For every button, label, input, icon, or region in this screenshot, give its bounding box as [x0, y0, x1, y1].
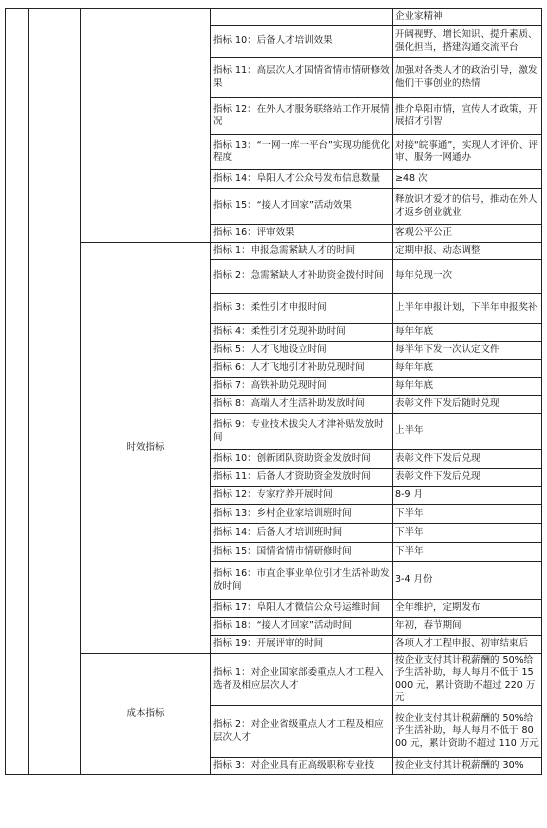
value-cell: 表彰文件下发后兑现 [393, 450, 542, 469]
indicator-cell: 指标 12：在外人才服务联络站工作开展情况 [211, 98, 393, 135]
value-cell: 全年维护，定期发布 [393, 600, 542, 618]
value-cell: 年初，春节期间 [393, 618, 542, 636]
value-cell: 释放识才爱才的信号，推动在外人才返乡创业就业 [393, 189, 542, 225]
indicator-cell: 指标 10：创新团队资助资金发放时间 [211, 450, 393, 469]
indicator-cell: 指标 5：人才飞地设立时间 [211, 342, 393, 360]
value-cell: 每半年下发一次认定文件 [393, 342, 542, 360]
indicator-cell: 指标 8：高端人才生活补助发放时间 [211, 396, 393, 414]
indicator-cell: 指标 10：后备人才培训效果 [211, 26, 393, 58]
indicator-cell: 指标 19：开展评审的时间 [211, 636, 393, 654]
value-cell: 每年年底 [393, 360, 542, 378]
indicator-cell: 指标 14：后备人才培训班时间 [211, 524, 393, 543]
indicator-cell: 指标 13：“一网一库一平台”实现功能优化程度 [211, 135, 393, 170]
value-cell: ≥48 次 [393, 170, 542, 189]
indicator-cell: 指标 16：评审效果 [211, 225, 393, 243]
value-cell: 定期申报、动态调整 [393, 243, 542, 260]
indicator-cell: 指标 1：对企业国家部委重点人才工程入选者及相应层次人才 [211, 654, 393, 706]
value-cell: 推介阜阳市情，宣传人才政策，开展招才引智 [393, 98, 542, 135]
indicator-cell: 指标 4：柔性引才兑现补助时间 [211, 324, 393, 342]
indicator-cell: 指标 12：专家疗养开展时间 [211, 487, 393, 505]
value-cell: 表彰文件下发后随时兑现 [393, 396, 542, 414]
value-cell: 每年年底 [393, 378, 542, 396]
section-label-cost: 成本指标 [81, 654, 211, 775]
value-cell: 按企业支付其计税薪酬的 30% [393, 758, 542, 775]
indicator-cell: 指标 13：乡村企业家培训班时间 [211, 505, 393, 524]
indicator-cell: 指标 3：对企业具有正高级职称专业技 [211, 758, 393, 775]
value-cell: 下半年 [393, 505, 542, 524]
indicator-cell: 指标 2：急需紧缺人才补助资金拨付时间 [211, 260, 393, 294]
indicator-cell: 指标 9：专业技术拔尖人才津补贴发放时间 [211, 414, 393, 450]
value-cell: 3-4 月份 [393, 562, 542, 600]
section-label-time: 时效指标 [81, 243, 211, 654]
value-cell: 上半年 [393, 414, 542, 450]
indicator-cell: 指标 15：国情省情市情研修时间 [211, 543, 393, 562]
value-cell: 上半年申报计划，下半年申报奖补 [393, 294, 542, 324]
value-cell: 每年年底 [393, 324, 542, 342]
value-cell: 客观公平公正 [393, 225, 542, 243]
indicator-cell: 指标 3：柔性引才申报时间 [211, 294, 393, 324]
indicator-cell: 指标 2：对企业省级重点人才工程及相应层次人才 [211, 706, 393, 758]
indicator-cell: 指标 6：人才飞地引才补助兑现时间 [211, 360, 393, 378]
indicator-cell: 指标 15：“接人才回家”活动效果 [211, 189, 393, 225]
table-row [6, 243, 542, 260]
value-cell: 企业家精神 [393, 9, 542, 26]
value-cell: 加强对各类人才的政治引导，激发他们干事创业的热情 [393, 58, 542, 98]
first-column-blank [6, 9, 29, 775]
indicator-cell: 指标 18：“接人才回家”活动时间 [211, 618, 393, 636]
value-cell: 表彰文件下发后兑现 [393, 469, 542, 487]
section-cell-top-blank [81, 9, 211, 243]
indicator-cell: 指标 17：阜阳人才微信公众号运维时间 [211, 600, 393, 618]
value-cell: 每年兑现一次 [393, 260, 542, 294]
table-row [6, 654, 542, 706]
value-cell: 按企业支付其计税薪酬的 50%给予生活补助，每人每月不低于 8000 元，累计资助不超过 110 万元 [393, 706, 542, 758]
value-cell: 按企业支付其计税薪酬的 50%给予生活补助，每人每月不低于 15000 元，累计资助不超过 220 万元 [393, 654, 542, 706]
value-cell: 对接“皖事通”，实现人才评价、评审、服务一网通办 [393, 135, 542, 170]
value-cell: 8-9 月 [393, 487, 542, 505]
indicator-cell: 指标 11：高层次人才国情省情市情研修效果 [211, 58, 393, 98]
indicator-cell: 指标 16：市直企事业单位引才生活补助发放时间 [211, 562, 393, 600]
second-column-blank [29, 9, 81, 775]
indicator-cell: 指标 1：申报急需紧缺人才的时间 [211, 243, 393, 260]
indicator-cell [211, 9, 393, 26]
table-row [6, 9, 542, 26]
indicator-cell: 指标 7：高铁补助兑现时间 [211, 378, 393, 396]
value-cell: 下半年 [393, 524, 542, 543]
indicator-cell: 指标 11：后备人才资助资金发放时间 [211, 469, 393, 487]
value-cell: 各项人才工程申报、初审结束后 [393, 636, 542, 654]
value-cell: 下半年 [393, 543, 542, 562]
value-cell: 开阔视野、增长知识、提升素质、强化担当，搭建沟通交流平台 [393, 26, 542, 58]
performance-indicator-table [5, 8, 542, 775]
indicator-cell: 指标 14：阜阳人才公众号发布信息数量 [211, 170, 393, 189]
